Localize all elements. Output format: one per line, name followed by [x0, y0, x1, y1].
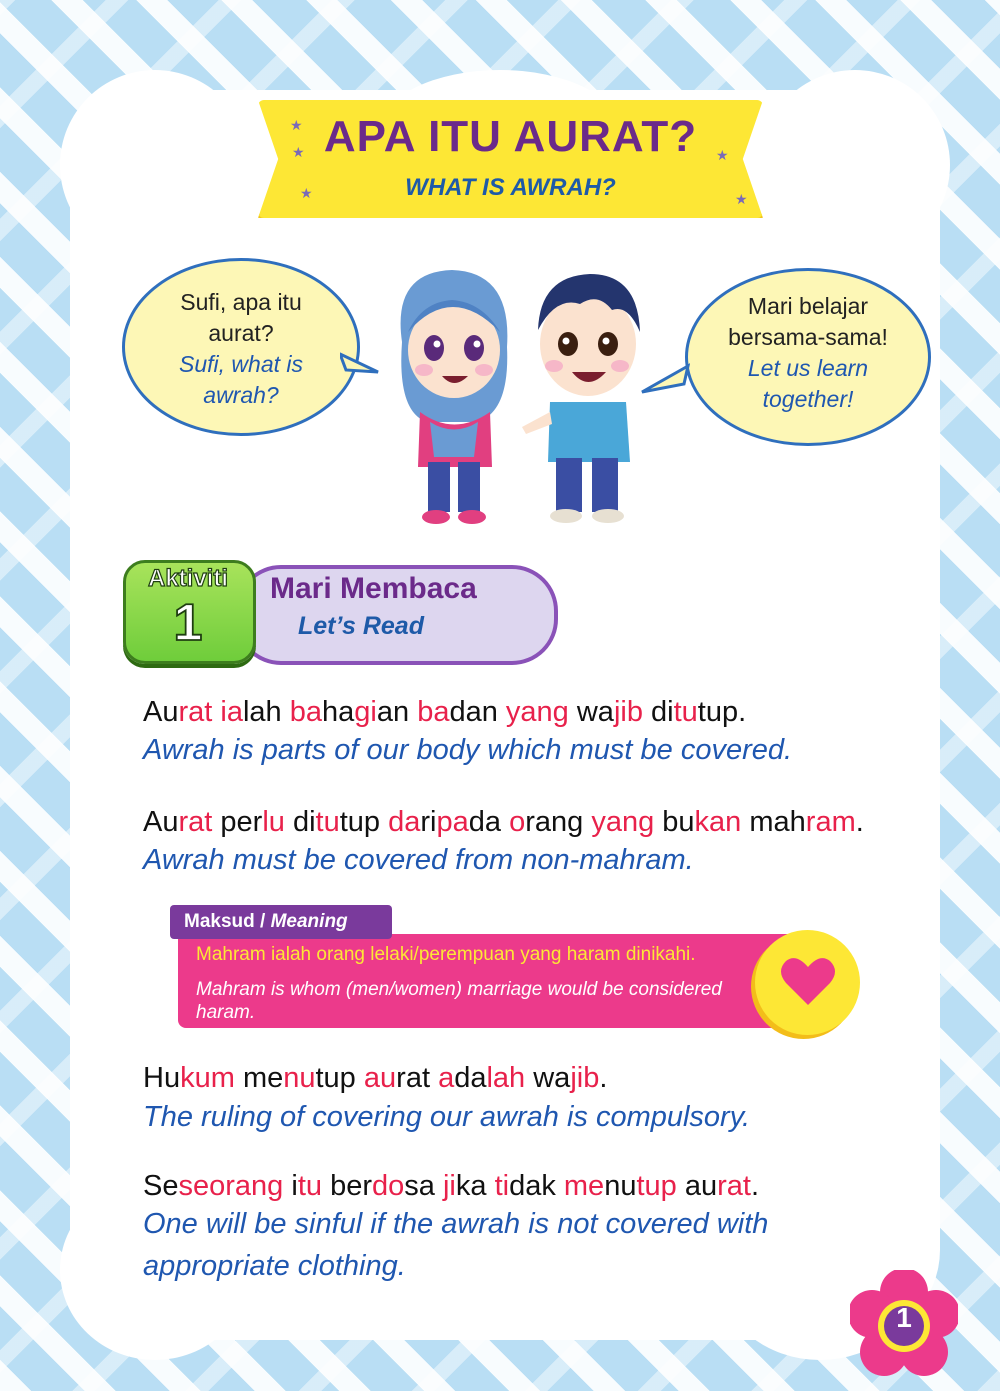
highlighted-syllable: rang — [225, 1170, 284, 1202]
meaning-text-en: Mahram is whom (men/women) marriage would be considered haram. — [196, 979, 722, 1023]
paragraph-en: The ruling of covering our awrah is compulsory. — [143, 1101, 751, 1133]
syllable: per — [220, 806, 263, 838]
syllable: mah — [749, 806, 806, 838]
highlighted-syllable: rat — [717, 1170, 751, 1202]
star-icon: ★ — [735, 192, 748, 208]
highlighted-syllable: rat — [178, 806, 213, 838]
boy-character — [520, 262, 650, 530]
paragraph-en: Awrah must be covered from non-mahram. — [143, 844, 694, 876]
speech-bubble-left — [122, 258, 360, 436]
card-bump — [760, 70, 950, 260]
syllable: . — [750, 1170, 760, 1202]
syllable: rat — [396, 1062, 430, 1094]
syllable: di — [292, 806, 316, 838]
card-bump — [60, 70, 250, 260]
highlighted-syllable: tup — [636, 1170, 677, 1202]
highlighted-syllable: me — [563, 1170, 605, 1202]
highlighted-syllable: ti — [494, 1170, 510, 1202]
syllable — [498, 696, 506, 728]
syllable: Au — [143, 696, 179, 728]
bubble-tail — [340, 350, 380, 380]
activity-title: Mari Membaca — [270, 572, 477, 605]
syllable — [501, 806, 509, 838]
highlighted-syllable: ba — [417, 696, 450, 728]
syllable — [487, 1170, 495, 1202]
paragraph-bm — [143, 1062, 607, 1095]
syllable: Au — [143, 806, 179, 838]
syllable: me — [242, 1062, 284, 1094]
activity-number: 1 — [173, 594, 203, 652]
syllable — [235, 1062, 243, 1094]
highlighted-syllable: yang — [505, 696, 569, 728]
bubble-text: Sufi, apa itu — [180, 289, 302, 315]
highlighted-syllable: da — [388, 806, 421, 838]
syllable: an — [376, 696, 410, 728]
speech-bubble-right — [685, 268, 931, 446]
syllable: i — [291, 1170, 298, 1202]
activity-subtitle: Let’s Read — [298, 612, 424, 640]
meaning-tab — [170, 905, 392, 939]
page-title: APA ITU AURAT? — [323, 112, 698, 161]
paragraph-en: One will be sinful if the awrah is not covered with — [143, 1208, 769, 1240]
highlighted-syllable: lu — [262, 806, 285, 838]
highlighted-syllable: rat — [178, 696, 213, 728]
syllable — [356, 1062, 364, 1094]
bubble-text-en: together! — [762, 386, 854, 412]
bubble-text-en: Sufi, what is — [179, 351, 303, 377]
syllable: ri — [420, 806, 437, 838]
bubble-text: aurat? — [208, 320, 274, 346]
syllable: Se — [143, 1170, 179, 1202]
highlighted-syllable: tu — [315, 806, 340, 838]
activity-word: Aktiviti — [147, 565, 228, 592]
syllable — [556, 1170, 564, 1202]
star-icon: ★ — [292, 145, 305, 161]
meaning-tab-bm: Maksud — [184, 911, 255, 932]
bubble-text-en: awrah? — [203, 382, 279, 408]
highlighted-syllable: ram — [805, 806, 856, 838]
highlighted-syllable: au — [363, 1062, 397, 1094]
page-subtitle: WHAT IS AWRAH? — [405, 174, 616, 201]
syllable: ber — [330, 1170, 372, 1202]
page-number: 1 — [896, 1302, 912, 1333]
syllable — [282, 696, 290, 728]
syllable — [677, 1170, 685, 1202]
syllable — [322, 1170, 330, 1202]
meaning-tab-en: Meaning — [270, 911, 348, 932]
highlighted-syllable: kum — [180, 1062, 235, 1094]
highlighted-syllable: nu — [283, 1062, 316, 1094]
highlighted-syllable: a — [438, 1062, 455, 1094]
highlighted-syllable: yang — [591, 806, 655, 838]
bubble-text-en: Let us learn — [747, 355, 869, 381]
highlighted-syllable: se — [178, 1170, 210, 1202]
highlighted-syllable: i — [220, 696, 227, 728]
syllable: wa — [533, 1062, 571, 1094]
syllable: bu — [662, 806, 695, 838]
syllable: dak — [509, 1170, 556, 1202]
syllable: tup — [315, 1062, 356, 1094]
syllable: tup — [339, 806, 381, 838]
syllable: . — [855, 806, 864, 838]
syllable — [409, 696, 417, 728]
syllable — [285, 806, 293, 838]
heart-icon — [780, 955, 836, 1007]
syllable — [643, 696, 651, 728]
syllable — [380, 806, 388, 838]
paragraph-bm — [143, 806, 864, 839]
girl-character — [382, 262, 522, 532]
syllable: lah — [242, 696, 282, 728]
highlighted-syllable: tu — [297, 1170, 323, 1202]
highlighted-syllable: lah — [486, 1062, 526, 1094]
syllable — [435, 1170, 443, 1202]
highlighted-syllable: jib — [570, 1062, 600, 1094]
highlighted-syllable: kan — [694, 806, 742, 838]
highlighted-syllable: jib — [613, 696, 643, 728]
highlighted-syllable: a — [226, 696, 243, 728]
syllable: . — [599, 1062, 608, 1094]
syllable: Hu — [143, 1062, 181, 1094]
meaning-tab-separator: / — [254, 911, 271, 932]
highlighted-syllable: gi — [354, 696, 377, 728]
syllable: da — [468, 806, 502, 838]
paragraph-en: Awrah is parts of our body which must be covered. — [143, 734, 793, 766]
highlighted-syllable: pa — [436, 806, 469, 838]
paragraph-bm — [143, 1170, 759, 1203]
paragraph-bm — [143, 696, 746, 729]
syllable: dan — [449, 696, 498, 728]
star-icon: ★ — [300, 186, 313, 202]
syllable: au — [684, 1170, 718, 1202]
syllable: wa — [576, 696, 614, 728]
syllable — [569, 696, 577, 728]
highlighted-syllable: o — [509, 806, 526, 838]
syllable: tup. — [697, 696, 747, 728]
highlighted-syllable: ba — [289, 696, 323, 728]
syllable: ka — [455, 1170, 487, 1202]
highlighted-syllable: o — [209, 1170, 226, 1202]
paragraph-en: appropriate clothing. — [143, 1250, 406, 1282]
bubble-text: bersama-sama! — [728, 324, 888, 350]
meaning-text-bm: Mahram ialah orang lelaki/perempuan yang haram dinikahi. — [196, 944, 696, 965]
bubble-text: Mari belajar — [747, 293, 869, 319]
syllable: nu — [604, 1170, 637, 1202]
highlighted-syllable: do — [372, 1170, 405, 1202]
syllable — [430, 1062, 438, 1094]
syllable: da — [454, 1062, 487, 1094]
highlighted-syllable: tu — [673, 696, 698, 728]
highlighted-syllable: ji — [442, 1170, 456, 1202]
star-icon: ★ — [716, 148, 729, 164]
syllable: ha — [322, 696, 355, 728]
syllable: rang — [525, 806, 584, 838]
star-icon: ★ — [290, 118, 303, 134]
syllable: di — [651, 696, 674, 728]
syllable: sa — [404, 1170, 435, 1202]
